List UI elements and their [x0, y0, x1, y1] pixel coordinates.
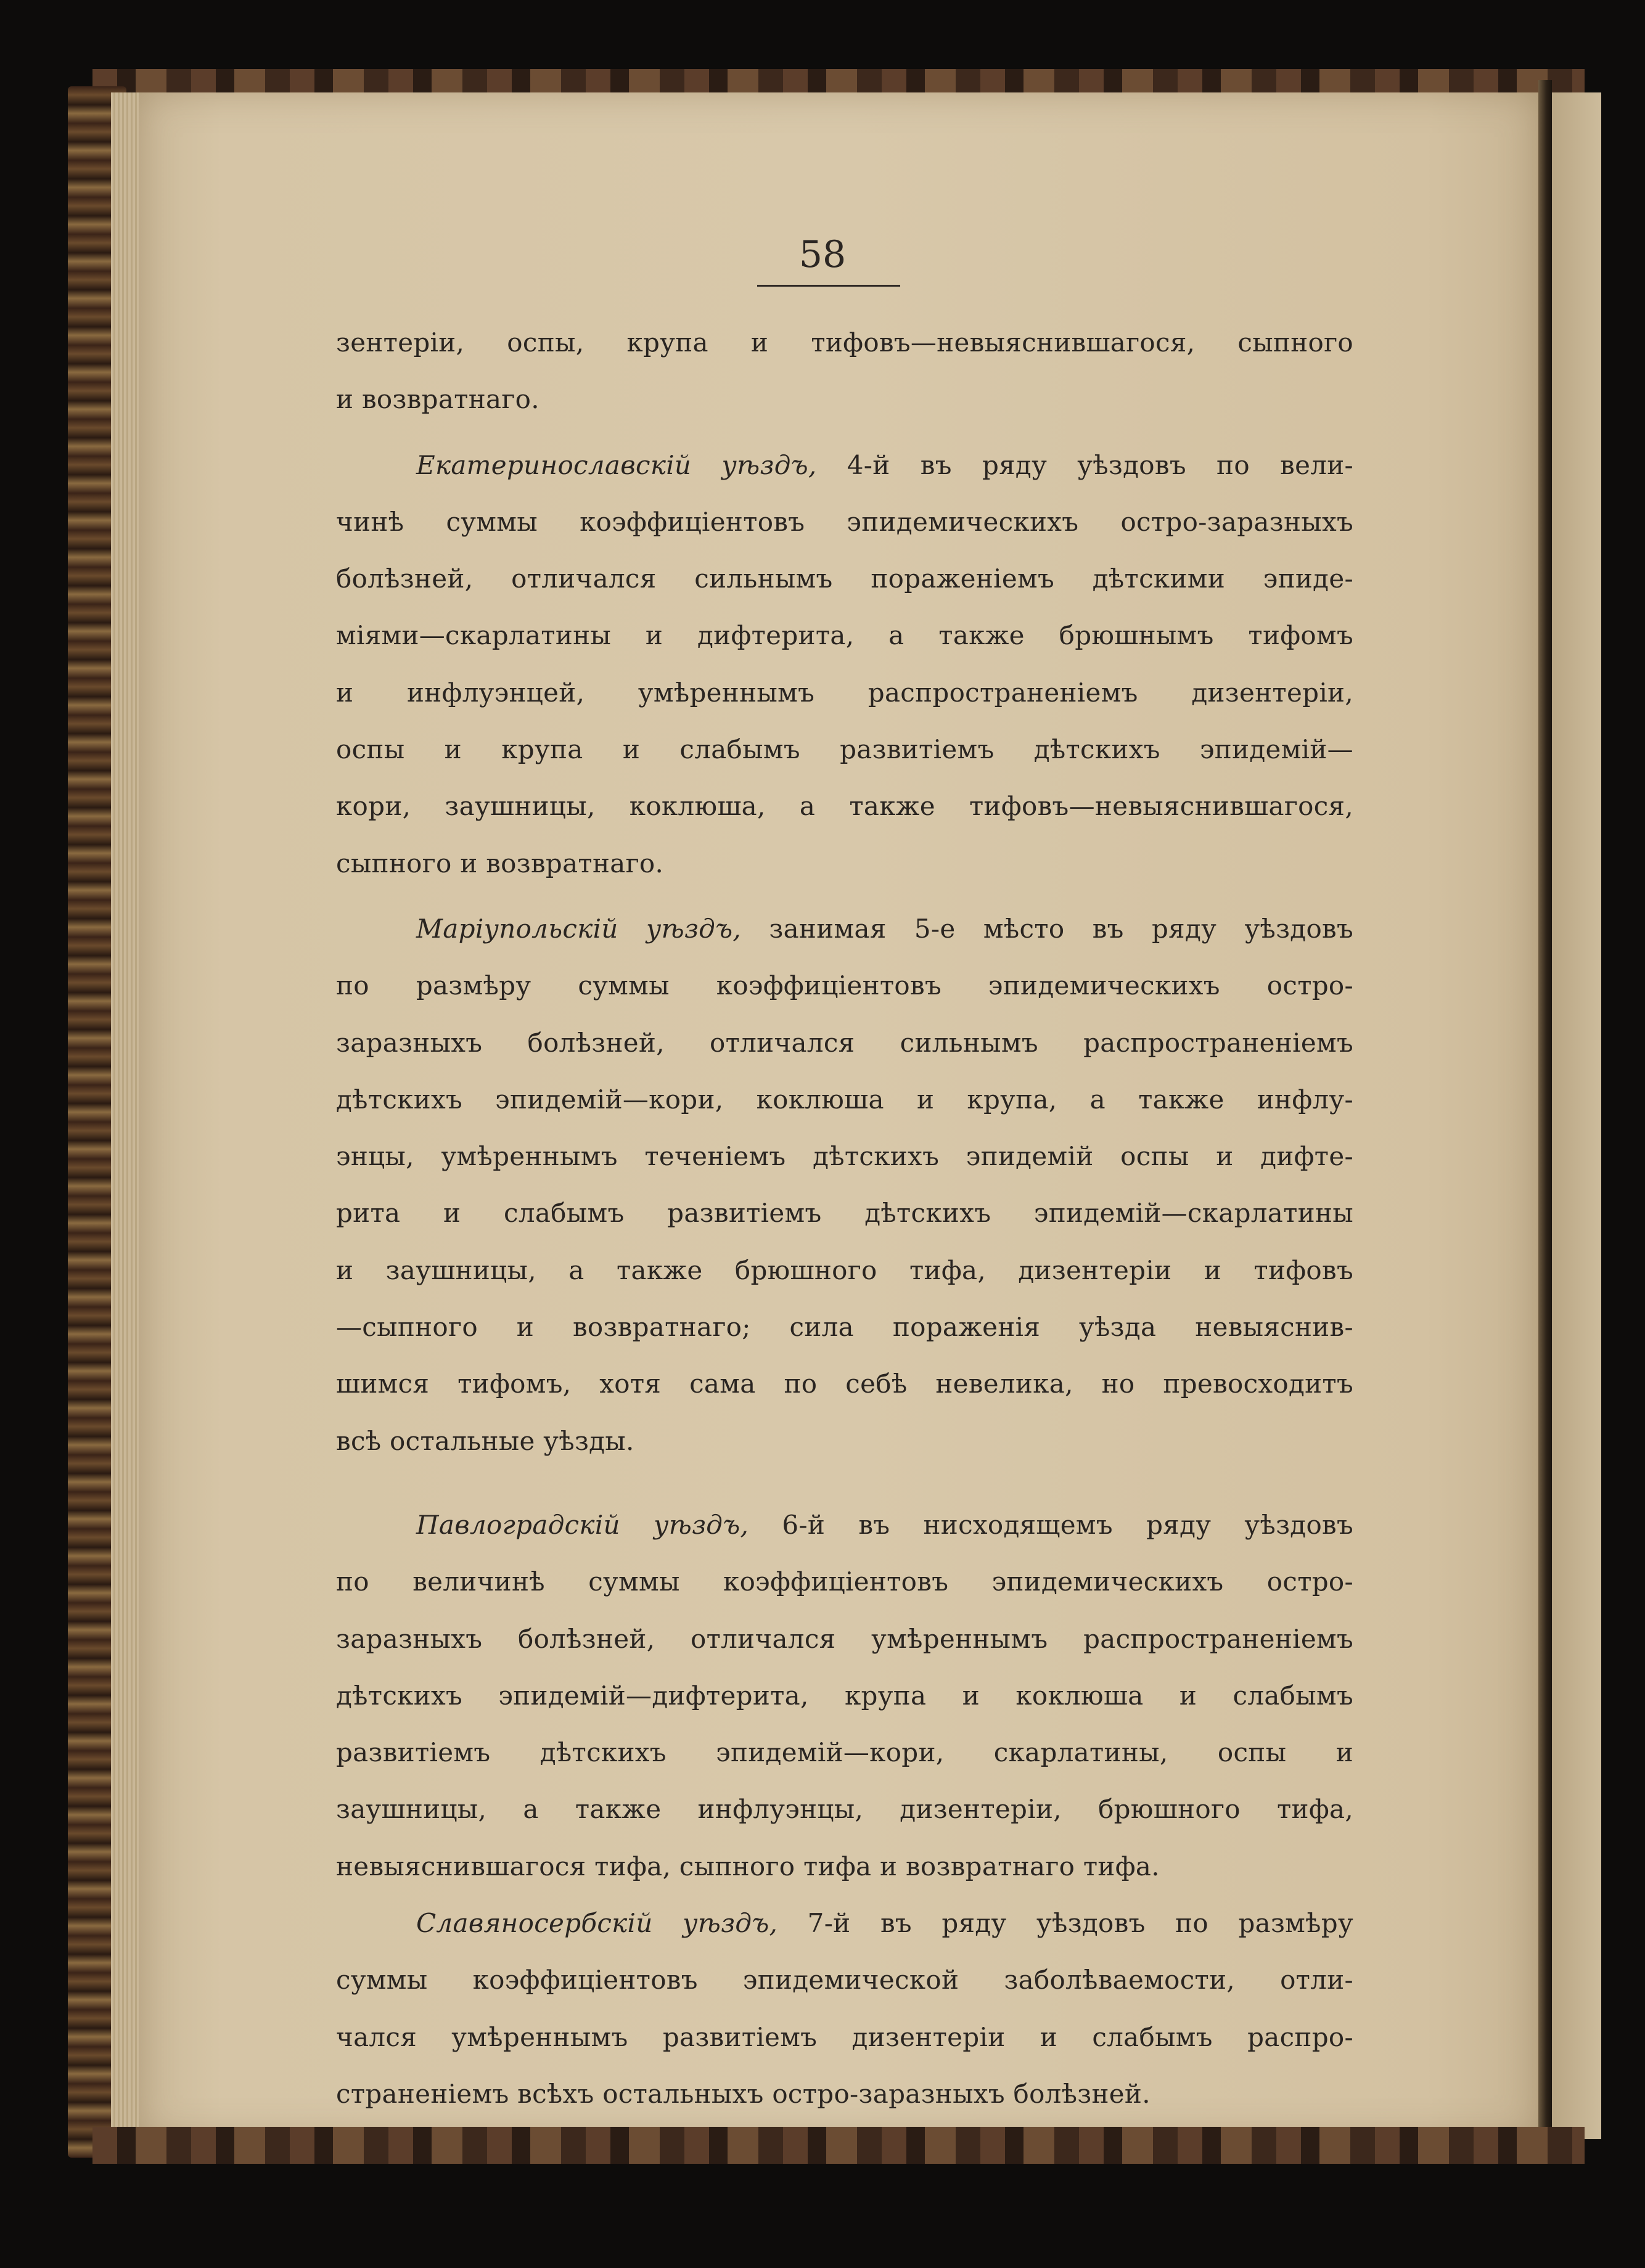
district-heading: Павлоградскiй уѣздъ, [416, 1509, 749, 1540]
text-line: по размѣру суммы коэффицiентовъ эпидемическихъ остро- [336, 970, 1353, 1001]
text-line: и заушницы, а также брюшного тифа, дизентерiи и тифовъ [336, 1255, 1353, 1285]
text-line: и возвратнаго. [336, 384, 539, 415]
text-line: сыпного и возвратнаго. [336, 848, 664, 878]
text-line: болѣзней, отличался сильнымъ пораженiемъ дѣтскими эпиде- [336, 563, 1353, 594]
district-heading: Марiупольскiй уѣздъ, [416, 913, 742, 944]
text-line: заушницы, а также инфлуэнцы, дизентерiи, брюшного тифа, [336, 1794, 1353, 1825]
text-line: энцы, умѣреннымъ теченiемъ дѣтскихъ эпидемiй оспы и дифте- [336, 1141, 1353, 1172]
text-line: шимся тифомъ, хотя сама по себѣ невелика, но превосходитъ [336, 1369, 1353, 1399]
text-line: мiями—скарлатины и дифтерита, а также брюшнымъ тифомъ [336, 620, 1353, 651]
text-line [336, 437, 1353, 494]
text-line: суммы коэффицiентовъ эпидемической заболѣваемости, отли- [336, 1965, 1353, 1996]
text-line [336, 1497, 1353, 1554]
paragraph-gap [336, 892, 1353, 901]
text-line: дѣтскихъ эпидемiй—дифтерита, крупа и коклюша и слабымъ [336, 1680, 1353, 1711]
paragraph-mariupol [336, 901, 1353, 1470]
book-bottom-edge [92, 2127, 1585, 2164]
paragraph-gap [336, 428, 1353, 437]
text-line: дѣтскихъ эпидемiй—кори, коклюша и крупа, а также инфлу- [336, 1084, 1353, 1115]
page-number: 58 [798, 233, 847, 276]
facing-page-edge [1552, 92, 1601, 2139]
text-line [336, 1895, 1353, 1952]
text-line: оспы и крупа и слабымъ развитiемъ дѣтскихъ эпидемiй— [336, 734, 1353, 765]
text-line: чался умѣреннымъ развитiемъ дизентерiи и слабымъ распро- [336, 2021, 1353, 2052]
district-heading: Славяносербскiй уѣздъ, [416, 1908, 778, 1939]
text-line-rest: 6-й въ нисходящемъ ряду уѣздовъ [782, 1509, 1353, 1540]
district-heading: Екатеринославскiй уѣздъ, [416, 449, 817, 480]
text-line: чинѣ суммы коэффицiентовъ эпидемическихъ остро-заразныхъ [336, 506, 1353, 537]
text-line-rest: занимая 5-е мѣсто въ ряду уѣздовъ [769, 913, 1353, 944]
text-line-rest: 7-й въ ряду уѣздовъ по размѣру [807, 1908, 1353, 1939]
paragraph-slavyanoserbsk [336, 1895, 1353, 2123]
text-line: и инфлуэнцей, умѣреннымъ распространенiемъ дизентерiи, [336, 677, 1353, 708]
text-line [336, 901, 1353, 957]
page-body [336, 314, 1353, 2123]
text-line-rest: 4-й въ ряду уѣздовъ по вели- [847, 449, 1353, 480]
text-line: зентерiи, оспы, крупа и тифовъ—невыяснившагося, сыпного [336, 327, 1353, 358]
text-line: кори, заушницы, коклюша, а также тифовъ—невыяснившагося, [336, 791, 1353, 822]
page-number-rule [757, 285, 900, 287]
paragraph-dysentery-tail [336, 314, 1353, 428]
paragraph-ekaterinoslav [336, 437, 1353, 892]
text-line: рита и слабымъ развитiемъ дѣтскихъ эпидемiй—скарлатины [336, 1198, 1353, 1229]
text-line: заразныхъ болѣзней, отличался сильнымъ распространенiемъ [336, 1027, 1353, 1058]
book-gutter [1538, 80, 1552, 2151]
text-line: заразныхъ болѣзней, отличался умѣреннымъ распространенiемъ [336, 1623, 1353, 1654]
text-line: —сыпного и возвратнаго; сила пораженiя уѣзда невыяснив- [336, 1312, 1353, 1343]
text-line: невыяснившагося тифа, сыпного тифа и возвратнаго тифа. [336, 1851, 1160, 1881]
text-line: по величинѣ суммы коэффицiентовъ эпидемическихъ остро- [336, 1566, 1353, 1597]
text-line: всѣ остальные уѣзды. [336, 1425, 634, 1456]
paragraph-gap [336, 1470, 1353, 1497]
text-line: страненiемъ всѣхъ остальныхъ остро-заразныхъ болѣзней. [336, 2078, 1151, 2109]
paragraph-pavlograd [336, 1497, 1353, 1895]
text-line: развитiемъ дѣтскихъ эпидемiй—кори, скарлатины, оспы и [336, 1737, 1353, 1768]
